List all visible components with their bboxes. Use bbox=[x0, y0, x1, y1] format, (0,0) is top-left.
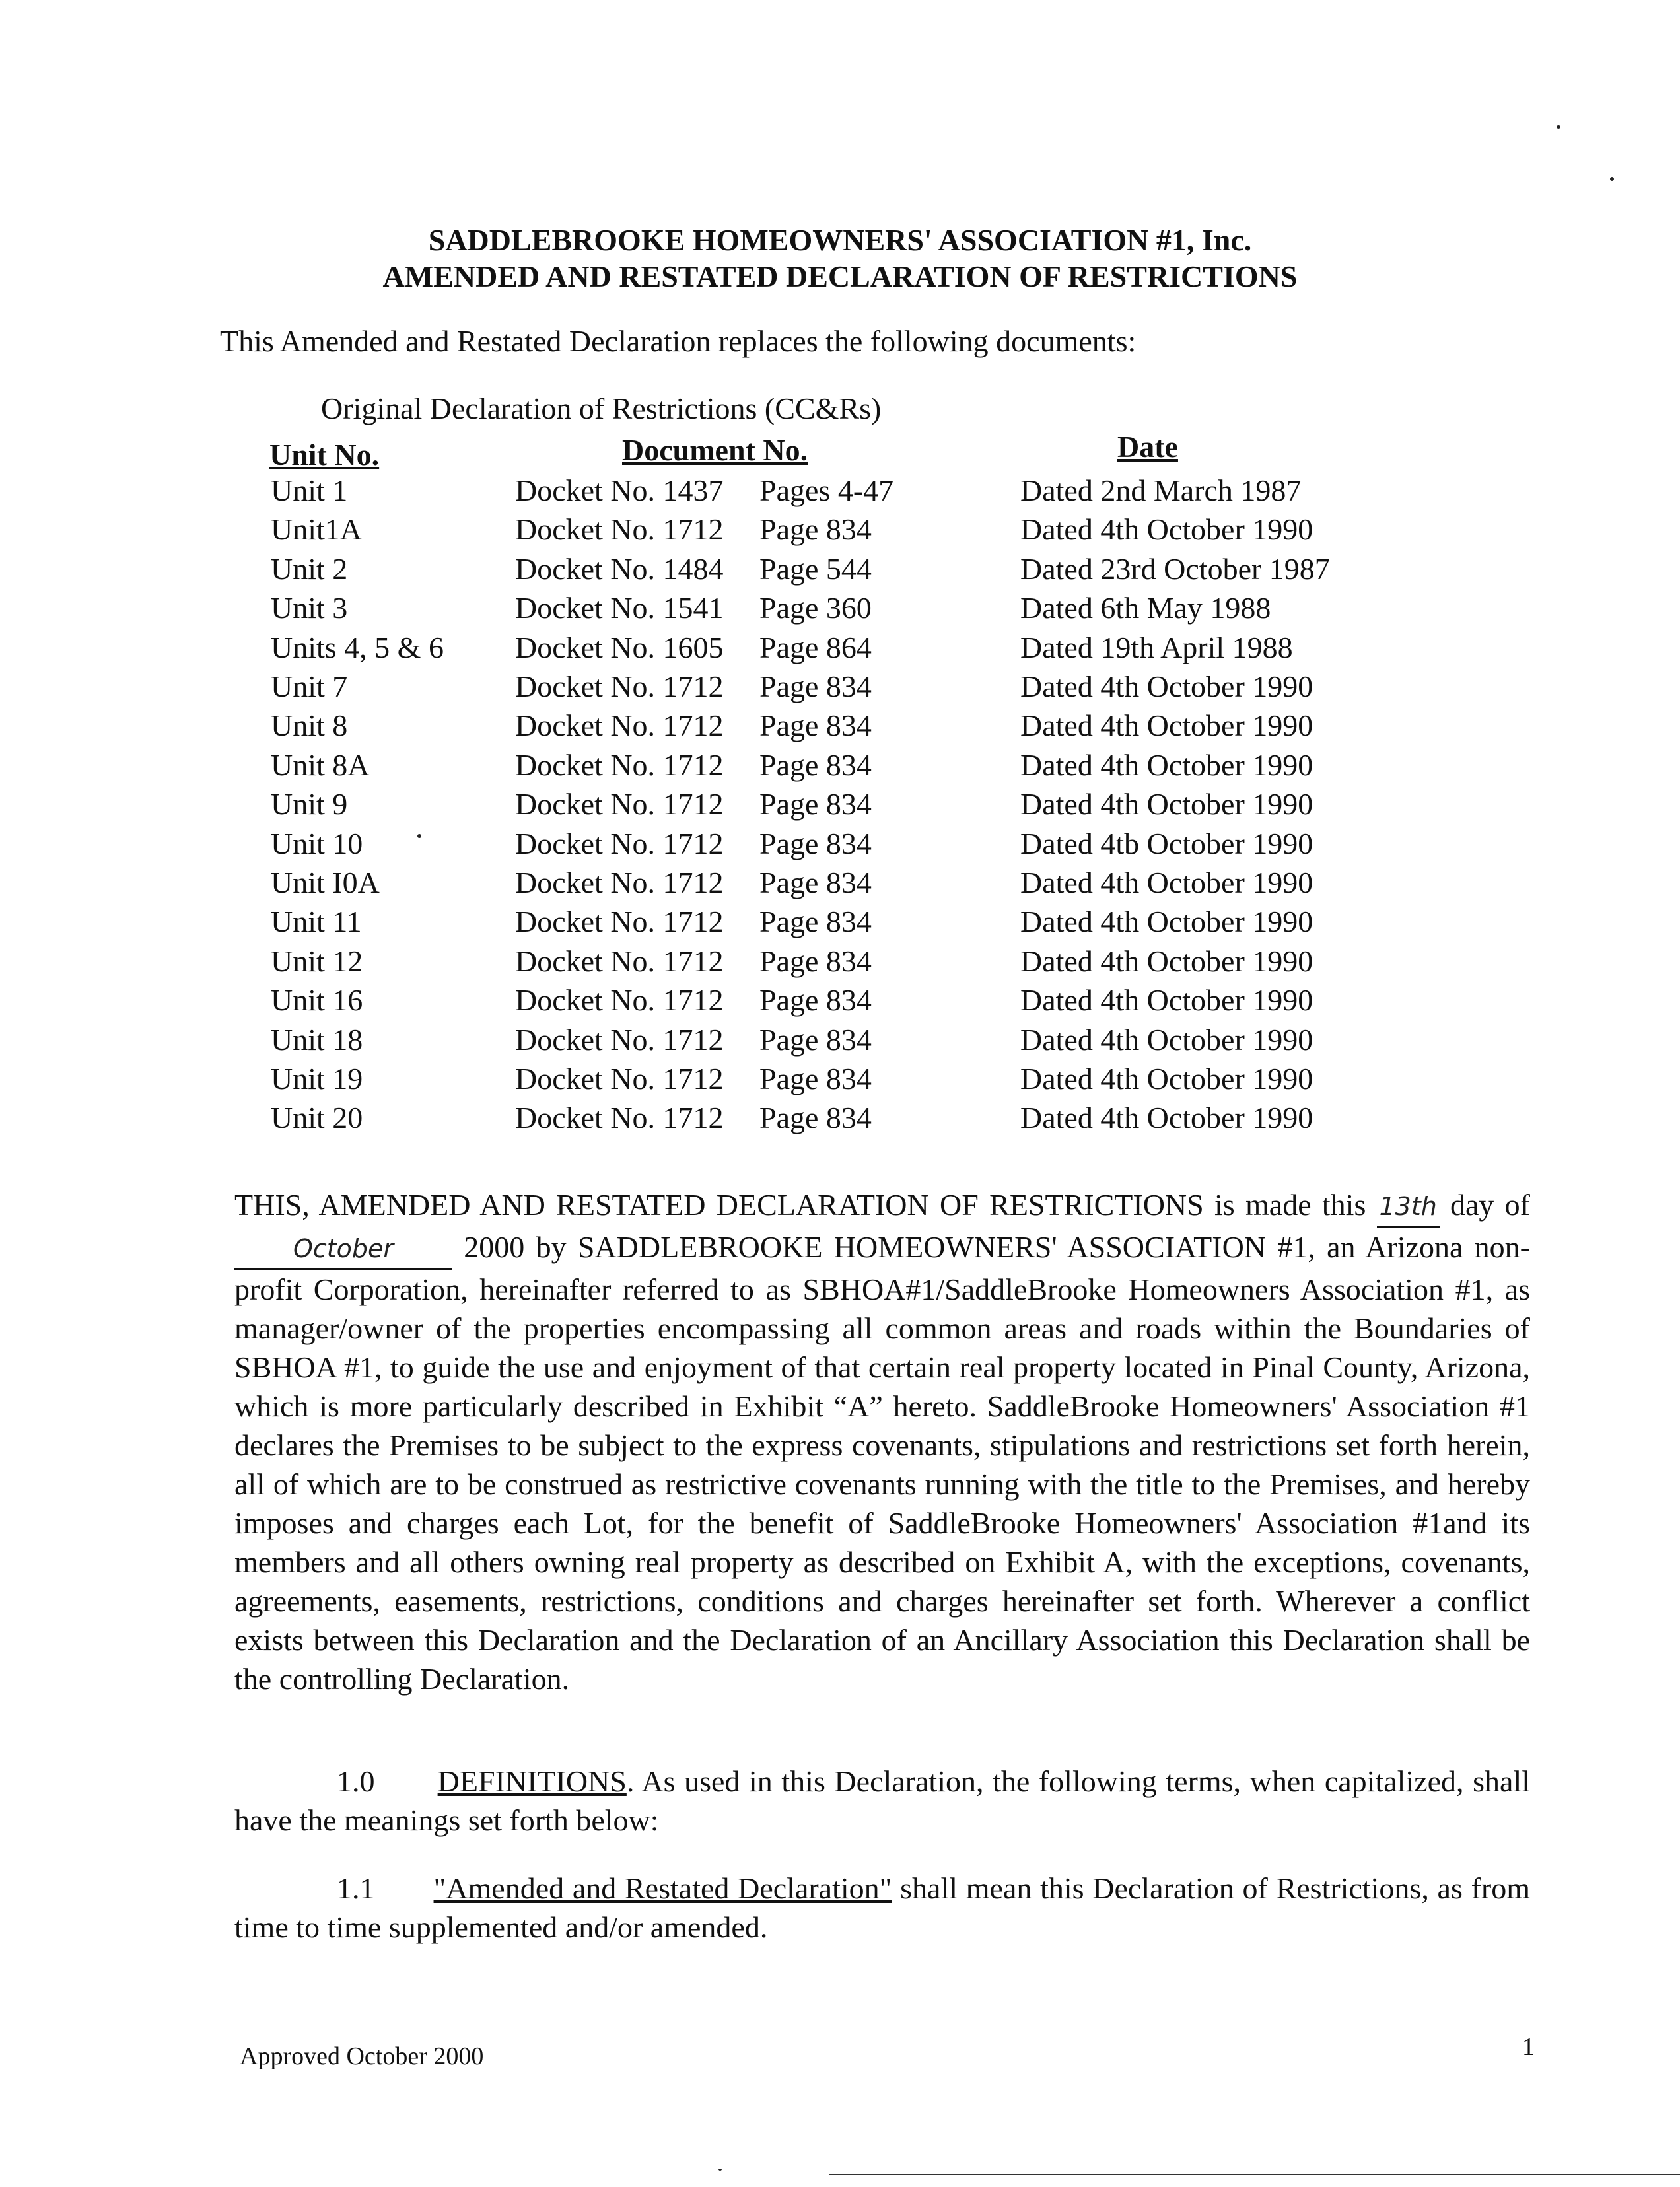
table-row bbox=[0, 944, 1680, 982]
title-declaration: AMENDED AND RESTATED DECLARATION OF RESTRICTIONS bbox=[382, 260, 1298, 293]
table-row bbox=[0, 983, 1680, 1021]
date-cell: Dated 23rd October 1987 bbox=[1020, 552, 1330, 586]
table-row bbox=[0, 669, 1680, 707]
section-1-1-number: 1.1 bbox=[337, 1871, 375, 1905]
docket-cell: Docket No. 1712 bbox=[515, 905, 724, 938]
date-cell: Dated 4tb October 1990 bbox=[1020, 827, 1313, 860]
section-1-1 bbox=[234, 1869, 1530, 1947]
docket-cell: Docket No. 1712 bbox=[515, 748, 724, 782]
page-cell: Page 834 bbox=[759, 983, 872, 1017]
unit-cell: Units 4, 5 & 6 bbox=[271, 631, 444, 664]
unit-cell: Unit 19 bbox=[271, 1062, 363, 1095]
docket-cell: Docket No. 1541 bbox=[515, 591, 724, 625]
docket-cell: Docket No. 1712 bbox=[515, 670, 724, 703]
page-cell: Page 834 bbox=[759, 1101, 872, 1134]
paragraph-day-of: day of bbox=[1450, 1188, 1530, 1222]
page-cell: Page 360 bbox=[759, 591, 872, 625]
table-row bbox=[0, 590, 1680, 629]
day-blank: 13th bbox=[1377, 1187, 1440, 1228]
unit-cell: Unit 20 bbox=[271, 1101, 363, 1134]
date-cell: Dated 4th October 1990 bbox=[1020, 787, 1313, 821]
section-1-1-heading: "Amended and Restated Declaration" bbox=[433, 1871, 892, 1905]
page-cell: Page 834 bbox=[759, 827, 872, 860]
unit-cell: Unit1A bbox=[271, 512, 362, 546]
docket-cell: Docket No. 1712 bbox=[515, 1023, 724, 1057]
page-number: 1 bbox=[1522, 2033, 1535, 2061]
date-cell: Dated 4th October 1990 bbox=[1020, 1062, 1313, 1095]
page-cell: Page 834 bbox=[759, 709, 872, 742]
section-1-0 bbox=[234, 1762, 1530, 1840]
unit-cell: Unit 11 bbox=[271, 905, 362, 938]
unit-cell: Unit 7 bbox=[271, 670, 348, 703]
table-row bbox=[0, 747, 1680, 786]
unit-cell: Unit 3 bbox=[271, 591, 348, 625]
scan-speck bbox=[1557, 125, 1560, 129]
unit-cell: Unit 9 bbox=[271, 787, 348, 821]
table-row bbox=[0, 1061, 1680, 1099]
date-cell: Dated 4th October 1990 bbox=[1020, 944, 1313, 978]
scan-speck bbox=[1610, 177, 1614, 181]
table-row bbox=[0, 630, 1680, 668]
docket-cell: Docket No. 1712 bbox=[515, 1101, 724, 1134]
unit-cell: Unit 12 bbox=[271, 944, 363, 978]
page-cell: Page 544 bbox=[759, 552, 872, 586]
page-cell: Pages 4-47 bbox=[759, 473, 894, 507]
unit-cell: Unit 16 bbox=[271, 983, 363, 1017]
unit-cell: Unit 18 bbox=[271, 1023, 363, 1057]
page-cell: Page 834 bbox=[759, 1062, 872, 1095]
date-cell: Dated 4th October 1990 bbox=[1020, 1101, 1313, 1134]
footer-approved: Approved October 2000 bbox=[240, 2042, 484, 2070]
table-row bbox=[0, 473, 1680, 511]
paragraph-body: 2000 by SADDLEBROOKE HOMEOWNERS' ASSOCIATION #1, an Arizona non-profit Corporation, hereinafter referred to as SBHOA#1/SaddleBrooke Homeowners Association #1, as manager/owner of the properties encompassing all common areas and roads within the Boundaries of SBHOA #1, to guide the use and enjoyment of that certain real property located in Pinal County, Arizona, which is more particularly described in Exhibit “A” hereto. SaddleBrooke Homeowners' Association #1 declares the Premises to be subject to the express covenants, stipulations and restrictions set forth herein, all of which are to be construed as restrictive covenants running with the title to the Premises, and hereby imposes and charges each Lot, for the benefit of SaddleBrooke Homeowners' Association #1and its members and all others owning real property as described on Exhibit A, with the exceptions, covenants, agreements, easements, restrictions, conditions and charges hereinafter set forth. Wherever a conflict exists between this Declaration and the Declaration of an Ancillary Association this Declaration shall be the controlling Declaration. bbox=[234, 1230, 1531, 1696]
docket-cell: Docket No. 1712 bbox=[515, 787, 724, 821]
unit-cell: Unit 8 bbox=[271, 709, 348, 742]
docket-cell: Docket No. 1484 bbox=[515, 552, 724, 586]
date-cell: Dated 6th May 1988 bbox=[1020, 591, 1271, 625]
date-cell: Dated 4th October 1990 bbox=[1020, 709, 1313, 742]
table-row bbox=[0, 826, 1680, 864]
table-row bbox=[0, 904, 1680, 942]
unit-cell: Unit 8A bbox=[271, 748, 370, 782]
page-cell: Page 834 bbox=[759, 866, 872, 899]
table-row bbox=[0, 512, 1680, 550]
docket-cell: Docket No. 1605 bbox=[515, 631, 724, 664]
docket-cell: Docket No. 1712 bbox=[515, 512, 724, 546]
date-cell: Dated 4th October 1990 bbox=[1020, 905, 1313, 938]
date-cell: Dated 4th October 1990 bbox=[1020, 866, 1313, 899]
paragraph-opening: THIS, AMENDED AND RESTATED DECLARATION OF RESTRICTIONS is made this bbox=[234, 1188, 1366, 1222]
unit-cell: Unit 1 bbox=[271, 473, 348, 507]
scan-speck bbox=[718, 2169, 722, 2171]
page-cell: Page 834 bbox=[759, 512, 872, 546]
page-cell: Page 834 bbox=[759, 1023, 872, 1057]
docket-cell: Docket No. 1437 bbox=[515, 473, 724, 507]
table-row bbox=[0, 708, 1680, 746]
header-unit-no: Unit No. bbox=[269, 438, 380, 471]
page-cell: Page 834 bbox=[759, 748, 872, 782]
unit-cell: Unit I0A bbox=[271, 866, 380, 899]
docket-cell: Docket No. 1712 bbox=[515, 983, 724, 1017]
docket-cell: Docket No. 1712 bbox=[515, 709, 724, 742]
page-cell: Page 834 bbox=[759, 944, 872, 978]
table-row bbox=[0, 786, 1680, 825]
month-blank: October bbox=[234, 1230, 452, 1270]
header-date: Date bbox=[1117, 430, 1178, 464]
intro-text: This Amended and Restated Declaration replaces the following documents: bbox=[220, 324, 1137, 358]
section-1-0-number: 1.0 bbox=[337, 1764, 375, 1798]
table-row bbox=[0, 551, 1680, 590]
docket-cell: Docket No. 1712 bbox=[515, 866, 724, 899]
header-document-no: Document No. bbox=[622, 433, 808, 467]
docket-cell: Docket No. 1712 bbox=[515, 944, 724, 978]
table-caption: Original Declaration of Restrictions (CC&Rs) bbox=[321, 392, 882, 425]
date-cell: Dated 4th October 1990 bbox=[1020, 670, 1313, 703]
section-1-1-text: shall mean this Declaration of Restrictions, as from time to time supplemented and/or amended. bbox=[234, 1871, 1530, 1944]
section-1-0-heading: DEFINITIONS bbox=[437, 1764, 627, 1798]
title-association: SADDLEBROOKE HOMEOWNERS' ASSOCIATION #1, Inc. bbox=[428, 223, 1252, 257]
declaration-paragraph bbox=[234, 1185, 1530, 1698]
docket-cell: Docket No. 1712 bbox=[515, 827, 724, 860]
unit-cell: Unit 10 bbox=[271, 827, 363, 860]
scan-speck bbox=[417, 834, 421, 838]
date-cell: Dated 4th October 1990 bbox=[1020, 748, 1313, 782]
date-cell: Dated 4th October 1990 bbox=[1020, 512, 1313, 546]
date-cell: Dated 19th April 1988 bbox=[1020, 631, 1293, 664]
bottom-scan-rule bbox=[829, 2174, 1680, 2175]
page-cell: Page 834 bbox=[759, 787, 872, 821]
unit-cell: Unit 2 bbox=[271, 552, 348, 586]
table-row bbox=[0, 1022, 1680, 1060]
page-cell: Page 864 bbox=[759, 631, 872, 664]
docket-cell: Docket No. 1712 bbox=[515, 1062, 724, 1095]
table-row bbox=[0, 865, 1680, 903]
date-cell: Dated 4th October 1990 bbox=[1020, 1023, 1313, 1057]
table-row bbox=[0, 1100, 1680, 1138]
section-1-0-text: . As used in this Declaration, the following terms, when capitalized, shall have the meanings set forth below: bbox=[234, 1764, 1531, 1837]
page-cell: Page 834 bbox=[759, 670, 872, 703]
page-cell: Page 834 bbox=[759, 905, 872, 938]
date-cell: Dated 2nd March 1987 bbox=[1020, 473, 1302, 507]
date-cell: Dated 4th October 1990 bbox=[1020, 983, 1313, 1017]
